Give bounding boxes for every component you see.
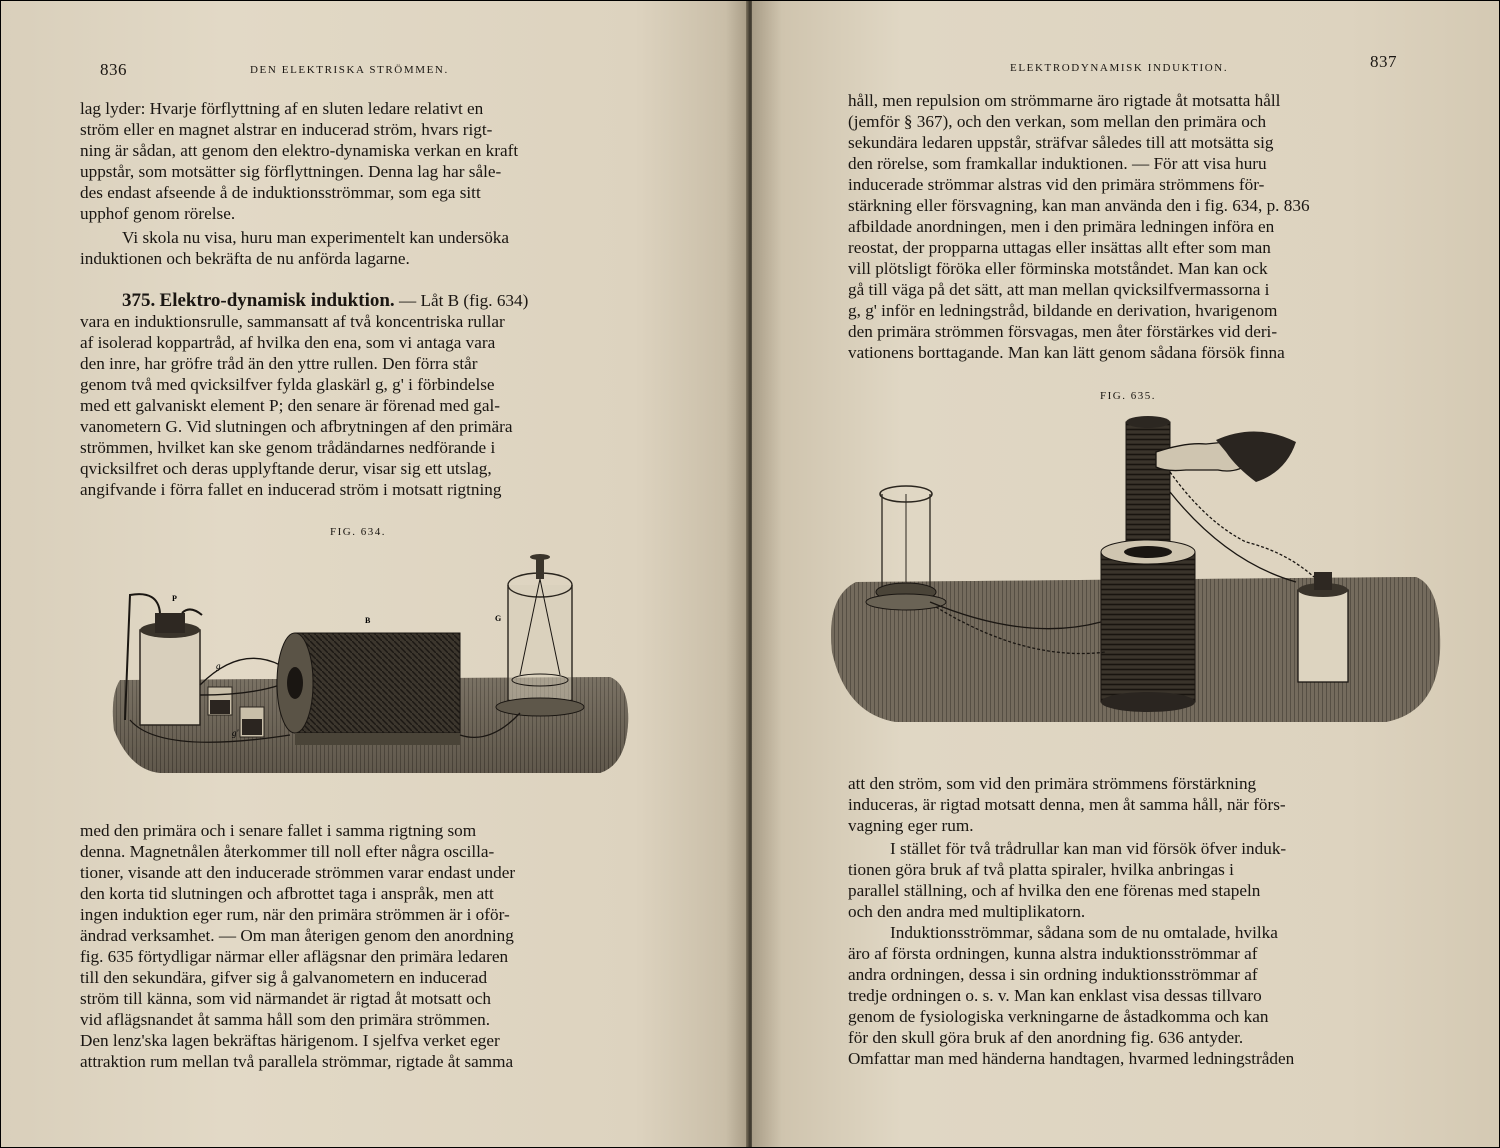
text-line: g, g' inför en ledningstråd, bildande en derivation, hvarigenom [848,301,1278,320]
galvanic-cell-p [140,630,200,725]
text-line: angifvande i förra fallet en inducerad ström i motsatt rigtning [80,480,502,499]
text-line: att den ström, som vid den primära strömmens förstärkning [848,774,1257,793]
text-line: ström till känna, som vid närmandet är rigtad åt motsatt och [80,989,491,1008]
galvanometer-g [508,585,572,707]
left-paragraph-2 [80,227,654,269]
text-line: tredje ordningen o. s. v. Man kan enklast visa dessas tillvaro [848,986,1262,1005]
text-line: stärkning eller försvagning, kan man använda den i fig. 634, p. 836 [848,196,1310,215]
text-line: upphof genom rörelse. [80,204,236,223]
figure-caption: FIG. 634. [330,526,386,538]
text-line: den rörelse, som framkallar induktionen. — För att visa huru [848,154,1267,173]
text-line: vationens borttagande. Man kan lätt genom sådana försök finna [848,343,1285,362]
text-line: (jemför § 367), och den verkan, som mellan den primära och [848,112,1267,131]
label-b: B [365,616,371,625]
text-line: vagning eger rum. [848,816,974,835]
text-line: vanometern G. Vid slutningen och afbrytningen af den primära [80,417,513,436]
text-line: fig. 635 förtydligar närmar eller aflägsnar den primära ledaren [80,947,509,966]
text-line: sekundära ledaren uppstår, sträfvar således till att motsätta sig [848,133,1274,152]
left-page [0,0,748,1148]
text-line: håll, men repulsion om strömmarne äro rigtade åt motsatta håll [848,91,1281,110]
text-line: Den lenz'ska lagen bekräftas härigenom. I sjelfva verket eger [80,1031,500,1050]
right-paragraph-2 [848,773,1422,836]
text-line: denna. Magnetnålen återkommer till noll efter några oscilla- [80,842,495,861]
text-line: Vi skola nu visa, huru man experimentelt kan undersöka [122,228,510,247]
text-line: vill plötsligt föröka eller förminska motståndet. Man kan ock [848,259,1268,278]
label-g-prime: g' [232,728,239,738]
right-page [752,0,1500,1148]
para-lines [80,227,654,269]
text-line: vara en induktionsrulle, sammansatt af två koncentriska rullar [80,312,505,331]
text-line: den inre, har gröfre tråd än den yttre rullen. Den förra står [80,354,478,373]
text-line: afbildade anordningen, men i den primära ledningen införa en [848,217,1275,236]
figure-caption: FIG. 635. [1100,390,1156,402]
right-paragraph-4 [848,922,1422,1069]
text-line: för den skull göra bruk af den anordning fig. 636 antyder. [848,1028,1244,1047]
text-line: den korta tid slutningen och afbrottet taga i anspråk, men att [80,884,494,903]
text-line: Omfattar man med händerna handtagen, hvarmed ledningstråden [848,1049,1295,1068]
text-line: strömmen, hvilket kan ske genom trådändarnes nedförande i [80,438,496,457]
section-first-line: — Låt B (fig. 634) [398,291,529,310]
text-line: tioner, visande att den inducerade strömmen varar endast under [80,863,516,882]
text-line: vid aflägsnandet åt samma håll som den primära strömmen. [80,1010,490,1029]
text-line: I stället för två trådrullar kan man vid försök öfver induk- [890,839,1287,858]
running-head: ELEKTRODYNAMISK INDUKTION. [1010,62,1229,74]
text-line: ström eller en magnet alstrar en inducerad ström, hvars rigt- [80,120,493,139]
text-line: attraktion rum mellan två parallela strömmar, rigtade åt samma [80,1052,514,1071]
text-line: med ett galvaniskt element P; den senare är förenad med gal- [80,396,500,415]
right-paragraph-3 [848,838,1422,922]
text-line: genom två med qvicksilfver fylda glaskärl g, g' i förbindelse [80,375,495,394]
figure-634-illustration [100,545,640,785]
text-line: lag lyder: Hvarje förflyttning af en sluten ledare relativt en [80,99,484,118]
text-line: ning är sådan, att genom den elektro-dynamiska verkan en kraft [80,141,519,160]
para-lines [80,820,654,1072]
label-p: P [172,594,177,603]
galvanic-cell [1298,590,1348,682]
para-lines [80,98,654,224]
right-paragraph-1 [848,90,1422,363]
page-number: 836 [100,60,127,79]
text-line: Induktionsströmmar, sådana som de nu omtalade, hvilka [890,923,1278,942]
text-line: den primära strömmen försvagas, men åter förstärkes vid deri- [848,322,1278,341]
para-lines [848,922,1422,1069]
text-line: induktionen och bekräfta de nu anförda lagarne. [80,249,410,268]
text-line: till den sekundära, gifver sig å galvanometern en inducerad [80,968,488,987]
text-line: des endast afseende å de induktionsströmmar, som ega sitt [80,183,481,202]
text-line: reostat, der propparna uttagas eller insättas allt efter som man [848,238,1271,257]
text-line: qvicksilfret och deras upplyftande derur, visar sig ett utslag, [80,459,492,478]
label-galvanometer: G [495,614,502,623]
section-title: Elektro-dynamisk induktion. [159,290,395,311]
text-line: andra ordningen, dessa i sin ordning induktionsströmmar af [848,965,1258,984]
text-line: ändrad verksamhet. — Om man återigen genom den anordning [80,926,514,945]
para-lines [848,838,1422,922]
text-line: och den andra med multiplikatorn. [848,902,1086,921]
section-375 [80,290,654,500]
left-paragraph-1 [80,98,654,224]
text-line: induceras, är rigtad motsatt denna, men åt samma håll, när förs- [848,795,1286,814]
text-line: parallel ställning, och af hvilka den ene förenas med stapeln [848,881,1261,900]
para-lines [848,773,1422,836]
para-lines [848,90,1422,363]
text-line: med den primära och i senare fallet i samma rigtning som [80,821,477,840]
label-g: g [216,661,221,671]
page-number: 837 [1370,52,1397,71]
section-number: 375. [122,290,156,311]
text-line: genom de fysiologiska verkningarne de åstadkomma och kan [848,1007,1269,1026]
induction-coil-b [295,633,460,733]
text-line: ingen induktion eger rum, när den primära strömmen är i oför- [80,905,510,924]
text-line: gå till väga på det sätt, att man mellan qvicksilfvermassorna i [848,280,1270,299]
secondary-coil [1101,552,1195,702]
text-line: äro af första ordningen, kunna alstra induktionsströmmar af [848,944,1258,963]
text-line: tionen göra bruk af två platta spiraler, hvilka anbringas i [848,860,1234,879]
text-line: uppstår, som motsätter sig förflyttningen. Denna lag har såle- [80,162,502,181]
para-lines [80,312,513,499]
left-paragraph-4 [80,820,654,1072]
figure-635-illustration [826,412,1446,742]
running-head: DEN ELEKTRISKA STRÖMMEN. [250,64,449,76]
text-line: inducerade strömmar alstras vid den primära strömmens för- [848,175,1265,194]
text-line: af isolerad koppartråd, af hvilka den ena, som vi antaga vara [80,333,496,352]
